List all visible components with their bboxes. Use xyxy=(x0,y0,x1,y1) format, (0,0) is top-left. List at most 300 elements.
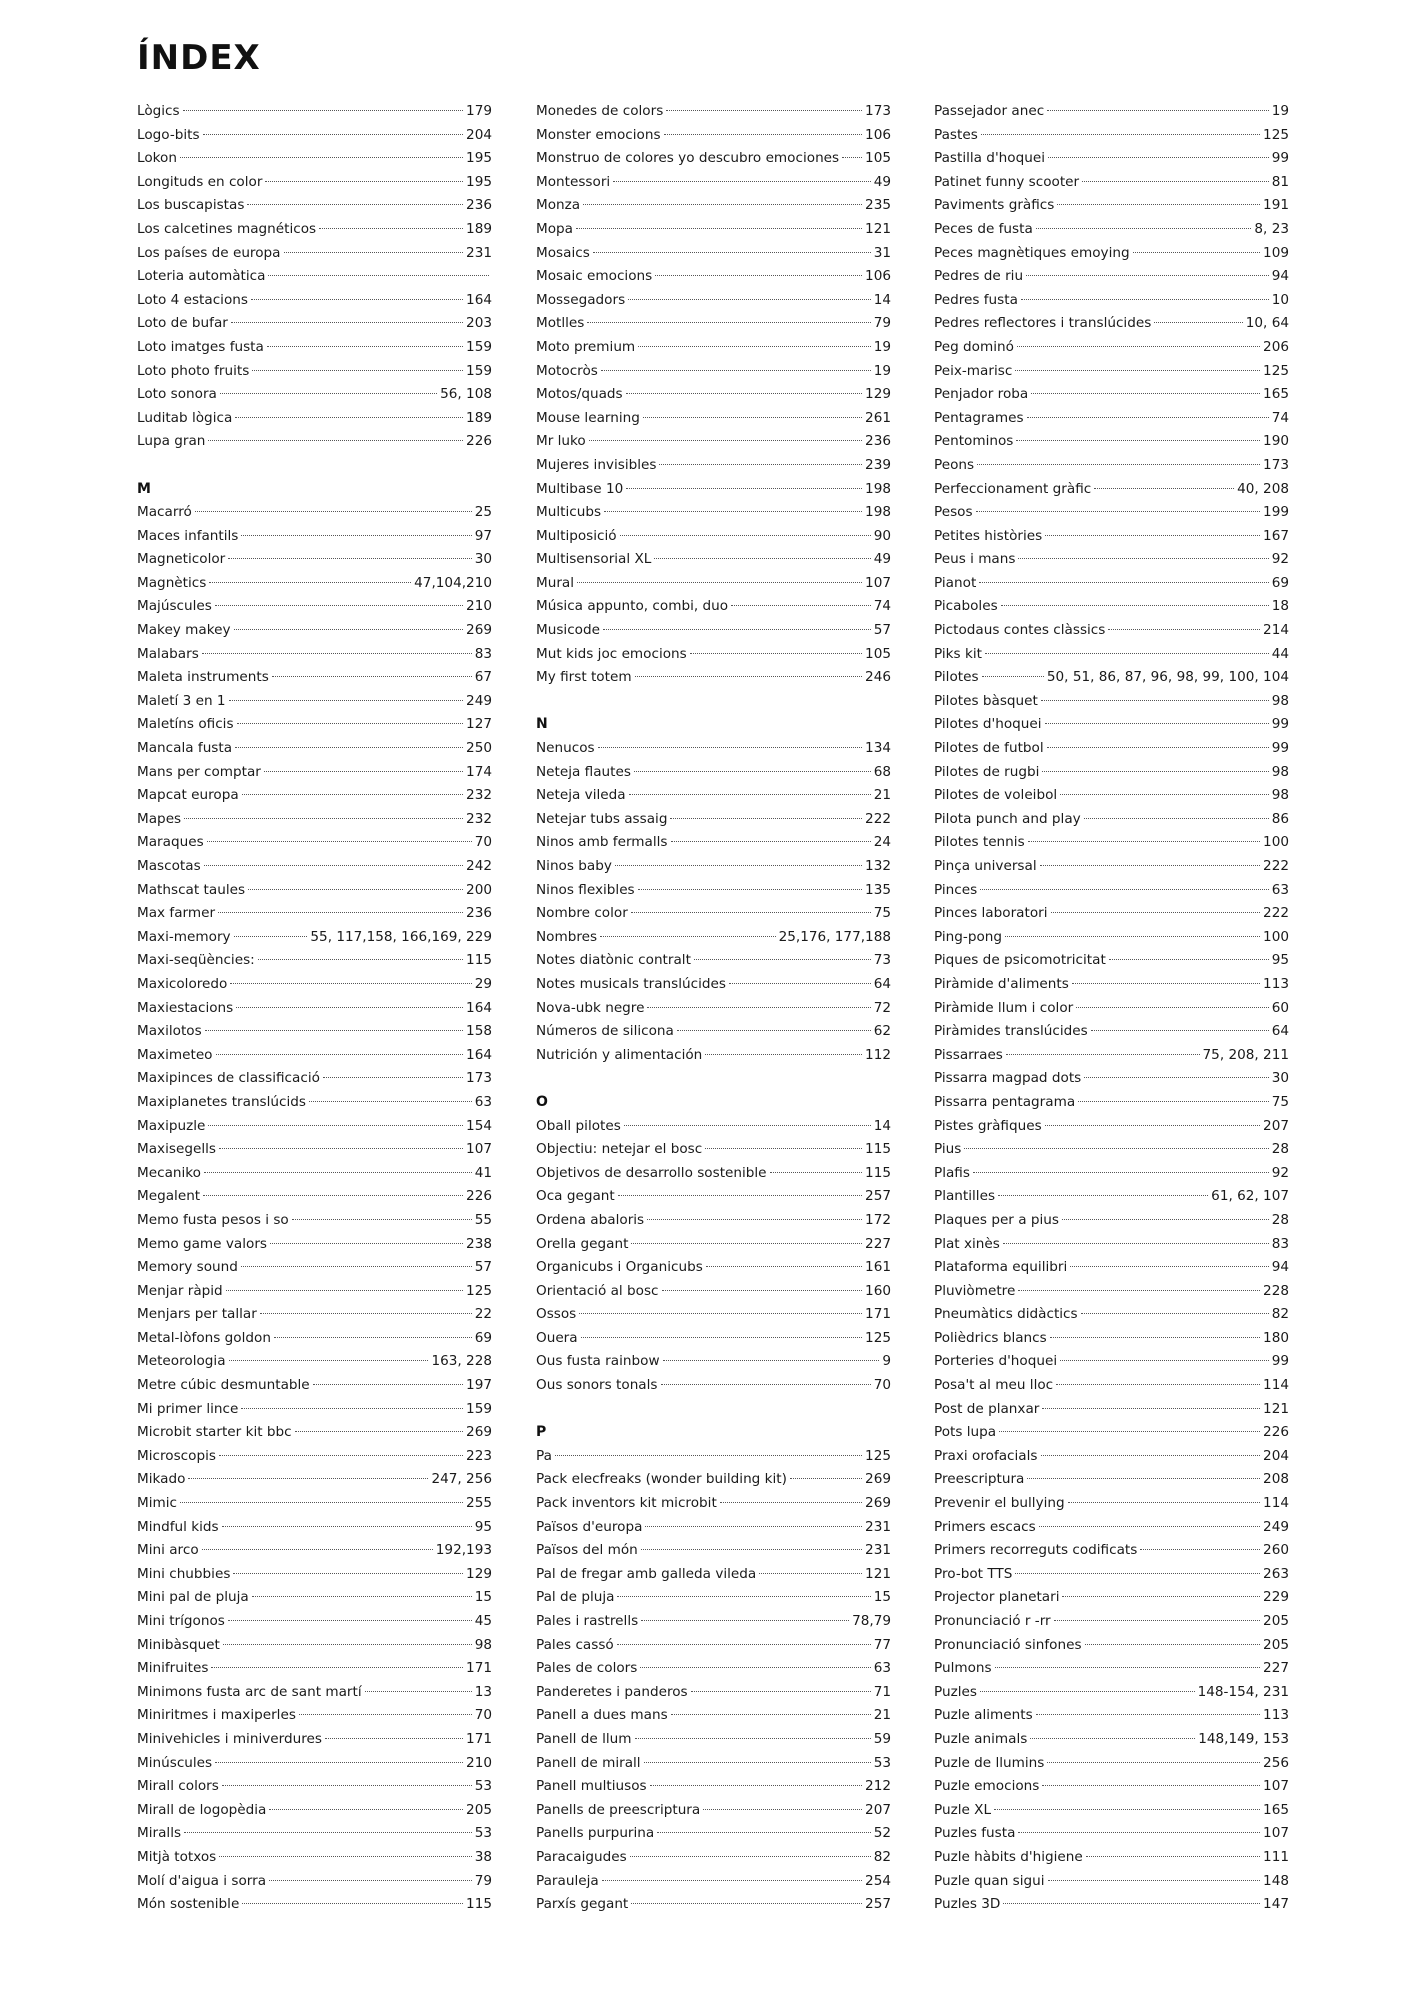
entry-pages: 86 xyxy=(1271,810,1289,827)
entry-name: Ossos xyxy=(536,1306,577,1323)
index-entry xyxy=(536,430,891,454)
dot-leader xyxy=(973,1172,1269,1173)
entry-pages: 113 xyxy=(1263,975,1289,992)
entry-name: Minúscules xyxy=(137,1754,213,1771)
index-entry xyxy=(934,737,1289,761)
entry-name: Pal de fregar amb galleda vileda xyxy=(536,1565,757,1582)
dot-leader xyxy=(1086,1856,1260,1857)
dot-leader xyxy=(1047,110,1268,111)
entry-pages: 28 xyxy=(1271,1141,1289,1158)
dot-leader xyxy=(208,440,463,441)
entry-pages: 254 xyxy=(865,1872,891,1889)
entry-name: Los países de europa xyxy=(137,244,281,261)
index-entry xyxy=(536,1822,891,1846)
entry-name: Plat xinès xyxy=(934,1235,1000,1252)
entry-pages: 232 xyxy=(466,810,492,827)
dot-leader xyxy=(222,1526,472,1527)
entry-pages: 64 xyxy=(873,975,891,992)
index-entry xyxy=(536,1657,891,1681)
entry-name: Nova-ubk negre xyxy=(536,999,645,1016)
entry-name: Logo-bits xyxy=(137,126,200,143)
dot-leader xyxy=(1039,1526,1260,1527)
entry-pages: 134 xyxy=(865,740,891,757)
entry-pages: 106 xyxy=(865,126,891,143)
entry-pages: 79 xyxy=(873,315,891,332)
entry-pages: 125 xyxy=(865,1329,891,1346)
entry-name: Puzle animals xyxy=(934,1730,1028,1747)
entry-name: Paviments gràfics xyxy=(934,197,1055,214)
index-entry xyxy=(536,761,891,785)
dot-leader xyxy=(251,299,463,300)
index-entry xyxy=(137,312,492,336)
entry-pages: 199 xyxy=(1263,504,1289,521)
entry-pages: 19 xyxy=(873,362,891,379)
dot-leader xyxy=(223,1644,472,1645)
dot-leader xyxy=(641,1620,849,1621)
entry-name: Picaboles xyxy=(934,598,998,615)
entry-name: Maximeteo xyxy=(137,1046,213,1063)
entry-pages: 114 xyxy=(1263,1495,1289,1512)
entry-name: Peg dominó xyxy=(934,338,1014,355)
index-entry xyxy=(536,572,891,596)
entry-pages: 260 xyxy=(1263,1542,1289,1559)
entry-name: Neteja vileda xyxy=(536,787,626,804)
dot-leader xyxy=(299,1714,472,1715)
entry-pages: 95 xyxy=(1271,952,1289,969)
index-column-1 xyxy=(137,100,492,1917)
dot-leader xyxy=(705,1148,862,1149)
dot-leader xyxy=(215,605,463,606)
dot-leader xyxy=(994,1809,1260,1810)
dot-leader xyxy=(1027,1478,1260,1479)
index-entry xyxy=(137,1846,492,1870)
entry-pages: 70 xyxy=(474,1707,492,1724)
entry-name: Minibàsquet xyxy=(137,1636,220,1653)
entry-pages: 53 xyxy=(474,1825,492,1842)
entry-name: Països d'europa xyxy=(536,1518,643,1535)
dot-leader xyxy=(731,605,871,606)
index-entry xyxy=(137,784,492,808)
entry-pages: 52 xyxy=(873,1825,891,1842)
index-entry xyxy=(934,383,1289,407)
entry-pages: 263 xyxy=(1263,1565,1289,1582)
entry-pages: 83 xyxy=(474,645,492,662)
entry-pages: 127 xyxy=(466,716,492,733)
dot-leader xyxy=(267,346,463,347)
entry-name: Món sostenible xyxy=(137,1896,240,1913)
entry-pages: 60 xyxy=(1271,999,1289,1016)
entry-pages: 205 xyxy=(1263,1613,1289,1629)
entry-pages: 69 xyxy=(1271,574,1289,591)
entry-name: Minivehicles i miniverdures xyxy=(137,1730,322,1747)
dot-leader xyxy=(661,1384,871,1385)
entry-pages: 107 xyxy=(1263,1825,1289,1842)
index-entry xyxy=(536,1115,891,1139)
index-entry xyxy=(137,336,492,360)
index-entry xyxy=(137,572,492,596)
dot-leader xyxy=(241,1266,472,1267)
entry-name: Mancala fusta xyxy=(137,740,233,757)
index-entry xyxy=(137,1256,492,1280)
entry-pages: 10 xyxy=(1271,291,1289,308)
dot-leader xyxy=(635,1738,871,1739)
entry-pages: 198 xyxy=(865,480,891,497)
entry-pages: 49 xyxy=(873,173,891,190)
index-entry xyxy=(137,713,492,737)
entry-pages: 235 xyxy=(865,197,891,214)
index-entry xyxy=(934,572,1289,596)
index-entry xyxy=(536,147,891,171)
entry-name: Menjars per tallar xyxy=(137,1306,257,1323)
index-entry xyxy=(536,100,891,124)
entry-pages: 171 xyxy=(466,1730,492,1747)
entry-name: Nutrición y alimentación xyxy=(536,1046,703,1063)
entry-name: Metre cúbic desmuntable xyxy=(137,1377,310,1394)
dot-leader xyxy=(643,417,862,418)
index-entry xyxy=(137,949,492,973)
index-entry xyxy=(137,1752,492,1776)
index-entry xyxy=(934,1657,1289,1681)
entry-name: Minifruites xyxy=(137,1660,209,1677)
entry-pages: 165 xyxy=(1263,386,1289,403)
entry-pages: 269 xyxy=(865,1495,891,1512)
dot-leader xyxy=(1028,841,1260,842)
entry-pages: 129 xyxy=(865,386,891,403)
entry-name: Puzles xyxy=(934,1683,977,1700)
entry-pages: 9 xyxy=(882,1353,891,1370)
entry-name: Mouse learning xyxy=(536,409,640,426)
entry-pages: 173 xyxy=(466,1070,492,1087)
index-entry xyxy=(137,1539,492,1563)
dot-leader xyxy=(638,889,862,890)
entry-pages: 207 xyxy=(865,1801,891,1818)
entry-name: Pictodaus contes clàssics xyxy=(934,622,1106,639)
dot-leader xyxy=(313,1384,463,1385)
dot-leader xyxy=(626,393,862,394)
entry-name: Musicode xyxy=(536,622,600,639)
entry-name: Loteria automàtica xyxy=(137,268,266,285)
dot-leader xyxy=(1005,936,1260,937)
dot-leader xyxy=(1057,204,1260,205)
entry-pages: 31 xyxy=(873,244,891,261)
entry-pages: 172 xyxy=(865,1211,891,1228)
entry-name: Pesos xyxy=(934,504,973,521)
entry-name: Notes musicals translúcides xyxy=(536,975,726,992)
index-entry xyxy=(934,808,1289,832)
entry-pages: 257 xyxy=(865,1188,891,1205)
index-entry xyxy=(934,1138,1289,1162)
dot-leader xyxy=(671,841,871,842)
index-entry xyxy=(137,1350,492,1374)
entry-name: Memory sound xyxy=(137,1259,238,1276)
entry-pages: 125 xyxy=(865,1447,891,1464)
entry-name: Piràmide llum i color xyxy=(934,999,1074,1016)
entry-pages: 231 xyxy=(865,1542,891,1559)
index-entry xyxy=(137,1162,492,1186)
index-entry xyxy=(934,1374,1289,1398)
index-entry xyxy=(536,1539,891,1563)
index-entry xyxy=(934,407,1289,431)
entry-pages: 171 xyxy=(865,1306,891,1323)
entry-name: Pal de pluja xyxy=(536,1589,615,1606)
entry-pages: 192,193 xyxy=(435,1542,492,1559)
entry-pages: 214 xyxy=(1263,622,1289,639)
index-entry xyxy=(137,1327,492,1351)
entry-pages: 121 xyxy=(865,220,891,237)
dot-leader xyxy=(613,181,870,182)
entry-name: Los calcetines magnéticos xyxy=(137,220,317,237)
entry-name: Pedres fusta xyxy=(934,291,1018,308)
entry-pages: 250 xyxy=(466,740,492,757)
entry-name: Microbit starter kit bbc xyxy=(137,1424,292,1441)
entry-pages: 113 xyxy=(1263,1707,1289,1724)
entry-name: Maxi-seqüències: xyxy=(137,952,255,969)
entry-pages: 222 xyxy=(1263,858,1289,874)
entry-pages: 242 xyxy=(466,858,492,874)
index-entry xyxy=(536,548,891,572)
entry-name: Piques de psicomotricitat xyxy=(934,952,1106,969)
dot-leader xyxy=(1078,1101,1269,1102)
entry-name: Mut kids joc emocions xyxy=(536,645,687,662)
dot-leader xyxy=(1018,1290,1260,1291)
index-entry xyxy=(934,1162,1289,1186)
dot-leader xyxy=(1031,393,1260,394)
dot-leader xyxy=(1056,1384,1260,1385)
entry-name: Miniritmes i maxiperles xyxy=(137,1707,296,1724)
entry-pages: 198 xyxy=(865,504,891,521)
entry-name: Maletíns oficis xyxy=(137,716,234,733)
entry-name: Mini arco xyxy=(137,1542,199,1559)
dot-leader xyxy=(979,582,1268,583)
index-entry xyxy=(934,902,1289,926)
entry-name: Microscopis xyxy=(137,1447,216,1464)
entry-name: Puzle de llumins xyxy=(934,1754,1045,1771)
entry-name: Països del món xyxy=(536,1542,638,1559)
entry-name: Multisensorial XL xyxy=(536,551,652,568)
dot-leader xyxy=(218,912,463,913)
index-entry xyxy=(137,218,492,242)
index-entry xyxy=(934,147,1289,171)
index-entry xyxy=(536,1752,891,1776)
index-entry xyxy=(934,1091,1289,1115)
entry-pages: 195 xyxy=(466,173,492,190)
entry-pages: 206 xyxy=(1263,338,1289,355)
index-entry xyxy=(536,1327,891,1351)
entry-pages: 94 xyxy=(1271,1259,1289,1276)
entry-name: Maxiestacions xyxy=(137,999,234,1016)
dot-leader xyxy=(589,440,862,441)
index-entry xyxy=(137,761,492,785)
entry-pages: 99 xyxy=(1271,740,1289,757)
entry-pages: 167 xyxy=(1263,527,1289,544)
entry-pages: 105 xyxy=(865,645,891,662)
entry-pages: 98 xyxy=(1271,763,1289,780)
entry-name: Pastes xyxy=(934,126,978,143)
entry-name: Pro-bot TTS xyxy=(934,1565,1013,1582)
entry-pages: 159 xyxy=(466,1400,492,1417)
index-entry xyxy=(536,1020,891,1044)
entry-pages: 112 xyxy=(865,1046,891,1063)
dot-leader xyxy=(292,1219,472,1220)
index-entry xyxy=(137,242,492,266)
entry-name: Peons xyxy=(934,456,975,473)
entry-name: Motocròs xyxy=(536,362,598,379)
dot-leader xyxy=(1045,723,1269,724)
entry-pages: 212 xyxy=(865,1778,891,1795)
index-entry xyxy=(536,360,891,384)
dot-leader xyxy=(647,1007,870,1008)
entry-pages: 22 xyxy=(474,1306,492,1323)
index-entry xyxy=(934,1256,1289,1280)
index-section xyxy=(536,713,891,1067)
entry-pages: 195 xyxy=(466,150,492,167)
entry-pages: 255 xyxy=(466,1495,492,1512)
index-entry xyxy=(934,1752,1289,1776)
entry-pages: 38 xyxy=(474,1848,492,1865)
entry-name: Pa xyxy=(536,1447,552,1464)
index-entry xyxy=(934,1704,1289,1728)
dot-leader xyxy=(617,1596,870,1597)
index-entry xyxy=(536,1044,891,1068)
index-section xyxy=(536,1421,891,1916)
entry-name: Loto 4 estacions xyxy=(137,291,248,308)
dot-leader xyxy=(644,1762,871,1763)
index-entry xyxy=(934,1303,1289,1327)
entry-name: Los buscapistas xyxy=(137,197,245,214)
entry-pages: 173 xyxy=(1263,456,1289,473)
entry-name: Parxís gegant xyxy=(536,1896,629,1913)
dot-leader xyxy=(790,1478,862,1479)
index-entry xyxy=(536,1728,891,1752)
index-entry xyxy=(137,1681,492,1705)
dot-leader xyxy=(1036,228,1252,229)
index-entry xyxy=(934,1044,1289,1068)
entry-pages: 164 xyxy=(466,291,492,308)
dot-leader xyxy=(1051,912,1261,913)
entry-name: Pneumàtics didàctics xyxy=(934,1306,1078,1323)
entry-pages: 21 xyxy=(873,787,891,804)
entry-name: Pissarra magpad dots xyxy=(934,1070,1082,1087)
entry-name: Maxipinces de classificació xyxy=(137,1070,320,1087)
entry-name: Mikado xyxy=(137,1471,186,1488)
index-entry xyxy=(934,1822,1289,1846)
entry-pages: 148-154, 231 xyxy=(1197,1683,1289,1700)
dot-leader xyxy=(235,747,463,748)
index-entry xyxy=(536,1492,891,1516)
entry-pages: 70 xyxy=(873,1377,891,1394)
dot-leader xyxy=(628,299,871,300)
index-entry xyxy=(934,525,1289,549)
index-entry xyxy=(536,831,891,855)
entry-name: Maxisegells xyxy=(137,1141,216,1158)
dot-leader xyxy=(626,488,862,489)
index-entry xyxy=(137,1799,492,1823)
index-entry xyxy=(137,360,492,384)
index-entry xyxy=(137,1398,492,1422)
entry-pages: 82 xyxy=(1271,1306,1289,1323)
dot-leader xyxy=(229,1360,429,1361)
index-entry xyxy=(536,218,891,242)
index-entry xyxy=(934,548,1289,572)
dot-leader xyxy=(1054,1620,1260,1621)
index-entry xyxy=(934,1586,1289,1610)
entry-pages: 63 xyxy=(474,1093,492,1110)
entry-name: Puzle aliments xyxy=(934,1707,1033,1724)
index-entry xyxy=(536,1704,891,1728)
page-title: ÍNDEX xyxy=(137,38,261,78)
entry-name: Maraques xyxy=(137,834,204,851)
entry-name: Puzle quan sigui xyxy=(934,1872,1045,1889)
index-section xyxy=(137,100,492,454)
entry-pages: 40, 208 xyxy=(1237,480,1289,497)
dot-leader xyxy=(654,558,870,559)
dot-leader xyxy=(657,1832,870,1833)
entry-pages: 94 xyxy=(1271,268,1289,285)
entry-name: Mini trígonos xyxy=(137,1613,225,1629)
index-entry xyxy=(934,690,1289,714)
entry-pages: 238 xyxy=(466,1235,492,1252)
entry-pages: 249 xyxy=(1263,1518,1289,1535)
entry-pages: 121 xyxy=(865,1565,891,1582)
index-entry xyxy=(934,1775,1289,1799)
index-entry xyxy=(536,666,891,690)
dot-leader xyxy=(1068,1502,1260,1503)
index-entry xyxy=(137,666,492,690)
dot-leader xyxy=(705,1054,862,1055)
dot-leader xyxy=(1041,700,1269,701)
entry-pages: 107 xyxy=(1263,1778,1289,1795)
entry-name: Monedes de colors xyxy=(536,103,664,119)
dot-leader xyxy=(208,1125,463,1126)
entry-name: Lokon xyxy=(137,150,177,167)
index-entry xyxy=(934,973,1289,997)
dot-leader xyxy=(284,252,464,253)
entry-pages: 28 xyxy=(1271,1211,1289,1228)
entry-name: Memo fusta pesos i so xyxy=(137,1211,289,1228)
index-entry xyxy=(137,100,492,124)
dot-leader xyxy=(604,511,862,512)
index-entry xyxy=(536,1374,891,1398)
entry-pages: 165 xyxy=(1263,1801,1289,1818)
dot-leader xyxy=(1042,1408,1260,1409)
index-entry xyxy=(536,1634,891,1658)
index-entry xyxy=(536,124,891,148)
section-letter: M xyxy=(137,480,151,497)
index-entry xyxy=(536,336,891,360)
entry-pages: 75 xyxy=(873,905,891,922)
entry-pages: 74 xyxy=(873,598,891,615)
index-entry xyxy=(934,1516,1289,1540)
index-section xyxy=(137,478,492,1917)
dot-leader xyxy=(706,1266,862,1267)
entry-pages: 63 xyxy=(873,1660,891,1677)
entry-pages: 14 xyxy=(873,291,891,308)
dot-leader xyxy=(1062,1596,1260,1597)
index-entry xyxy=(137,548,492,572)
entry-name: Mr luko xyxy=(536,433,586,450)
entry-pages: 269 xyxy=(865,1471,891,1488)
entry-name: Panell de mirall xyxy=(536,1754,641,1771)
entry-pages: 227 xyxy=(1263,1660,1289,1677)
dot-leader xyxy=(309,1101,472,1102)
entry-pages: 14 xyxy=(873,1117,891,1134)
index-entry xyxy=(536,194,891,218)
entry-pages: 189 xyxy=(466,409,492,426)
entry-pages: 79 xyxy=(474,1872,492,1889)
index-entry xyxy=(934,1492,1289,1516)
dot-leader xyxy=(603,629,871,630)
entry-name: Mini pal de pluja xyxy=(137,1589,249,1606)
